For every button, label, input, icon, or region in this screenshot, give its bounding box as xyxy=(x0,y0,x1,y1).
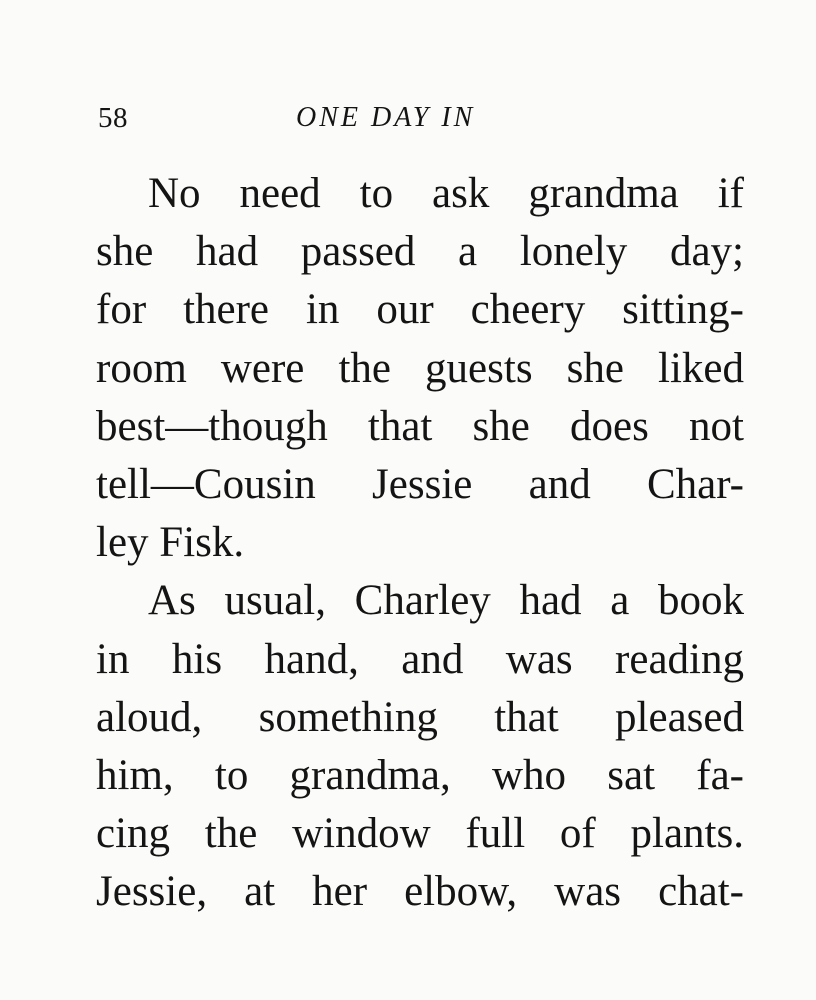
text-line: aloud, something that pleased xyxy=(96,693,744,741)
text-line: As usual, Charley had a book xyxy=(148,577,744,625)
text-line: for there in our cheery sitting- xyxy=(96,286,744,334)
text-line: tell—Cousin Jessie and Char- xyxy=(96,460,744,508)
running-header xyxy=(96,102,746,142)
paragraph-1 xyxy=(96,165,744,572)
text-line: room were the guests she liked xyxy=(96,344,744,392)
body-text xyxy=(96,165,744,921)
text-line: him, to grandma, who sat fa- xyxy=(96,751,744,799)
paragraph-2 xyxy=(96,572,744,921)
text-line: No need to ask grandma if xyxy=(148,170,744,217)
text-line: in his hand, and was reading xyxy=(96,635,744,683)
text-line: Jessie, at her elbow, was chat- xyxy=(96,868,744,916)
page-number: 58 xyxy=(98,102,128,134)
text-line: best—though that she does not xyxy=(96,402,744,450)
text-line: ley Fisk. xyxy=(96,519,245,567)
text-line: cing the window full of plants. xyxy=(96,810,744,858)
running-title: ONE DAY IN xyxy=(296,102,476,133)
text-line: she had passed a lonely day; xyxy=(96,228,744,276)
